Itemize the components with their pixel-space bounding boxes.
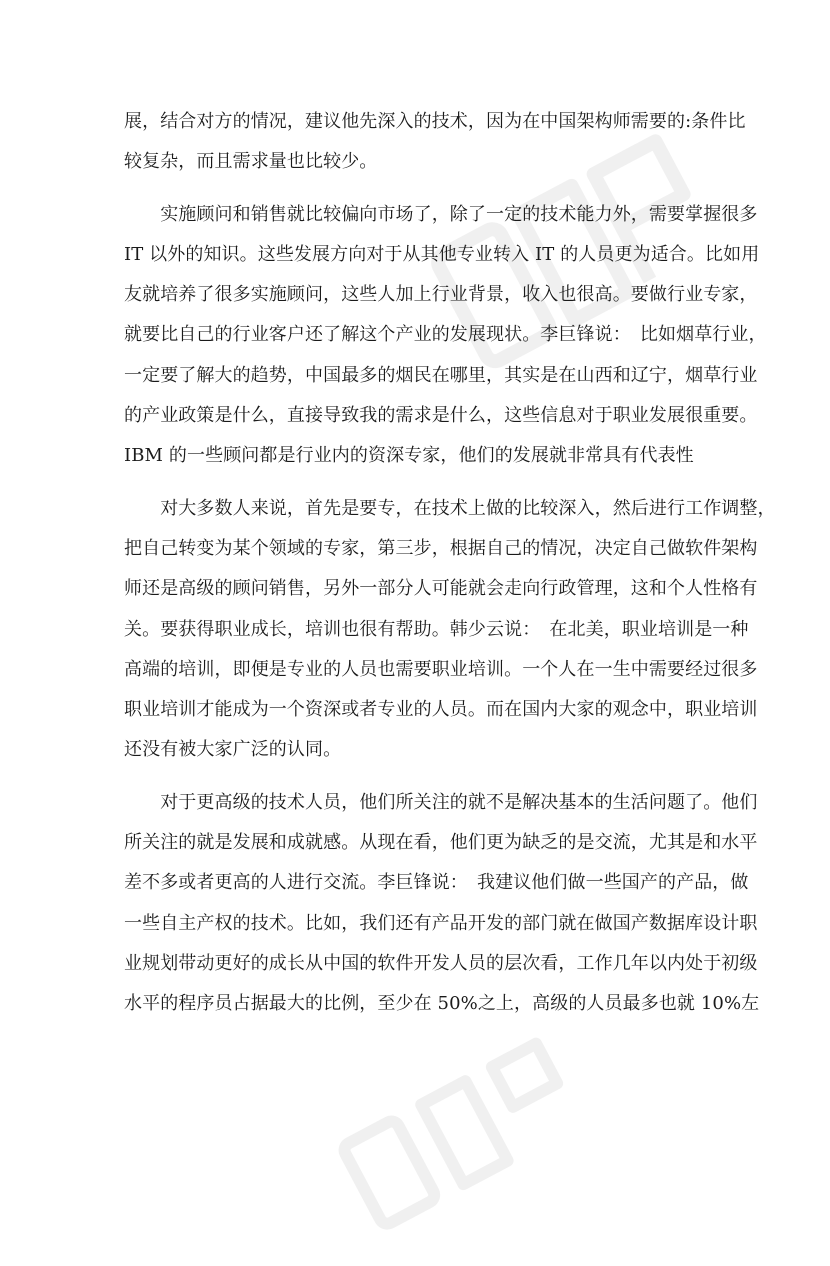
text-line: 实施顾问和销售就比较偏向市场了，除了一定的技术能力外，需要掌握很多 bbox=[124, 203, 758, 225]
text-line: 一些自主产权的技术。比如，我们还有产品开发的部门就在做国产数据库设计职 bbox=[124, 912, 758, 934]
text-line: 还没有被大家广泛的认同。 bbox=[124, 739, 342, 761]
text-line: 高端的培训，即便是专业的人员也需要职业培训。一个人在一生中需要经过很多 bbox=[124, 658, 758, 680]
text-line: 差不多或者更高的人进行交流。李巨锋说： 我建议他们做一些国产的产品，做 bbox=[124, 872, 749, 894]
text-line: IBM 的一些顾问都是行业内的资深专家，他们的发展就非常具有代表性 bbox=[124, 445, 694, 467]
watermark-fragment-icon bbox=[310, 1008, 610, 1263]
body-text bbox=[124, 102, 776, 1025]
text-line: IT 以外的知识。这些发展方向对于从其他专业转入 IT 的人员更为适合。比如用 bbox=[124, 243, 760, 265]
text-line: 所关注的就是发展和成就感。从现在看，他们更为缺乏的是交流，尤其是和水平 bbox=[124, 832, 758, 854]
text-line: 关。要获得职业成长，培训也很有帮助。韩少云说： 在北美，职业培训是一种 bbox=[124, 618, 749, 640]
text-line: 师还是高级的顾问销售，另外一部分人可能就会走向行政管理，这和个人性格有 bbox=[124, 578, 758, 600]
text-line: 的产业政策是什么，直接导致我的需求是什么，这些信息对于职业发展很重要。 bbox=[124, 405, 758, 427]
text-line: 水平的程序员占据最大的比例，至少在 50%之上，高级的人员最多也就 10%左 bbox=[124, 993, 760, 1015]
text-line: 就要比自己的行业客户还了解这个产业的发展现状。李巨锋说： 比如烟草行业， bbox=[124, 324, 767, 346]
text-line: 一定要了解大的趋势，中国最多的烟民在哪里，其实是在山西和辽宁，烟草行业 bbox=[124, 364, 758, 386]
text-line: 把自己转变为某个领域的专家，第三步，根据自己的情况，决定自己做软件架构 bbox=[124, 537, 758, 559]
text-line: 业规划带动更好的成长从中国的软件开发人员的层次看，工作几年以内处于初级 bbox=[124, 952, 758, 974]
text-line: 较复杂，而且需求量也比较少。 bbox=[124, 151, 378, 173]
text-line: 职业培训才能成为一个资深或者专业的人员。而在国内大家的观念中，职业培训 bbox=[124, 699, 758, 721]
text-line: 对大多数人来说，首先是要专，在技术上做的比较深入，然后进行工作调整， bbox=[124, 497, 776, 519]
text-line: 展，结合对方的情况，建议他先深入的技术，因为在中国架构师需要的:条件比 bbox=[124, 111, 746, 132]
text-line: 对于更高级的技术人员，他们所关注的就不是解决基本的生活问题了。他们 bbox=[124, 791, 758, 813]
text-line: 友就培养了很多实施顾问，这些人加上行业背景，收入也很高。要做行业专家， bbox=[124, 284, 758, 306]
